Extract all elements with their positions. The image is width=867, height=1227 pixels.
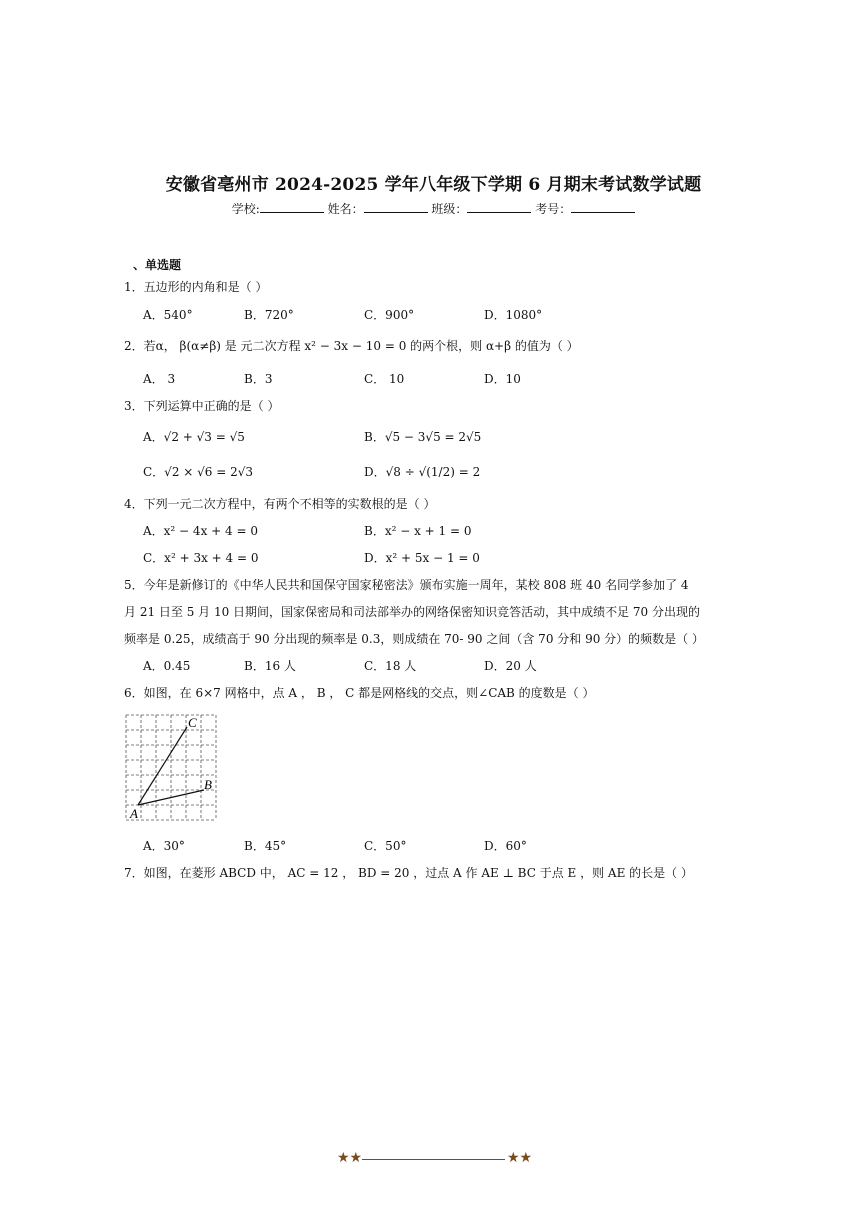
q6-option-b: B．45° — [244, 839, 287, 853]
document-title: 安徽省亳州市 2024-2025 学年八年级下学期 6 月期末考试数学试题 — [165, 175, 702, 195]
q1-option-a: A．540° — [143, 308, 193, 322]
grid-figure — [122, 710, 224, 822]
footer-stars-right: ★★ — [507, 1150, 533, 1166]
q6-option-c: C．50° — [364, 839, 407, 853]
q6-option-a: A．30° — [143, 839, 185, 853]
q4-option-a: A．x² − 4x + 4 = 0 — [143, 524, 258, 538]
name-blank[interactable] — [364, 201, 428, 213]
q2-option-b: B．3 — [244, 372, 273, 386]
q2-option-a: A． 3 — [143, 372, 176, 386]
school-blank[interactable] — [260, 201, 324, 213]
question-1-text: 1．五边形的内角和是（ ） — [124, 280, 268, 294]
section-heading: 、单选题 — [133, 258, 182, 272]
question-7-text: 7．如图，在菱形 ABCD 中， AC = 12 ， BD = 20 ，过点 A 作 AE ⊥ BC 于点 E ，则 AE 的长是（ ） — [124, 866, 693, 880]
q4-option-d: D．x² + 5x − 1 = 0 — [364, 551, 480, 565]
point-a-label: A — [130, 806, 138, 821]
point-c-label: C — [188, 715, 197, 730]
question-5-line-3: 频率是 0.25，成绩高于 90 分出现的频率是 0.3，则成绩在 70- 90 之间（含 70 分和 90 分）的频数是（ ） — [124, 632, 704, 646]
number-blank[interactable] — [571, 201, 635, 213]
student-info-line — [0, 200, 867, 217]
q4-option-b: B．x² − x + 1 = 0 — [364, 524, 472, 538]
q1-option-b: B．720° — [244, 308, 294, 322]
q4-option-c: C．x² + 3x + 4 = 0 — [143, 551, 259, 565]
question-4-text: 4．下列一元二次方程中，有两个不相等的实数根的是（ ） — [124, 497, 436, 511]
q5-option-a: A．0.45 — [143, 659, 191, 673]
q3-option-a: A．√2 + √3 = √5 — [143, 430, 245, 444]
number-label: 考号： — [535, 202, 572, 216]
question-6-text: 6．如图，在 6×7 网格中，点 A ， B ， C 都是网格线的交点，则∠CAB 的度数是（ ） — [124, 686, 595, 700]
q3-option-b: B．√5 − 3√5 = 2√5 — [364, 430, 482, 444]
class-blank[interactable] — [467, 201, 531, 213]
q5-option-d: D．20 人 — [484, 659, 537, 673]
question-2-text: 2．若α， β(α≠β) 是 元二次方程 x² − 3x − 10 = 0 的两个根，则 α+β 的值为（ ） — [124, 339, 579, 353]
question-5-line-1: 5．今年是新修订的《中华人民共和国保守国家秘密法》颁布实施一周年，某校 808 班 40 名同学参加了 4 — [124, 578, 689, 592]
q1-option-c: C．900° — [364, 308, 415, 322]
q3-option-d: D．√8 ÷ √(1/2) = 2 — [364, 465, 481, 479]
q5-option-b: B．16 人 — [244, 659, 296, 673]
q2-option-c: C． 10 — [364, 372, 405, 386]
q1-option-d: D．1080° — [484, 308, 543, 322]
q3-option-c: C．√2 × √6 = 2√3 — [143, 465, 254, 479]
footer-stars-left: ★★ — [337, 1150, 363, 1166]
class-label: 班级： — [431, 202, 468, 216]
q6-option-d: D．60° — [484, 839, 527, 853]
q5-option-c: C．18 人 — [364, 659, 417, 673]
segment-ac — [138, 727, 187, 805]
school-label: 学校: — [231, 202, 260, 216]
footer-divider — [362, 1159, 505, 1160]
point-b-label: B — [204, 777, 212, 792]
question-5-line-2: 月 21 日至 5 月 10 日期间，国家保密局和司法部举办的网络保密知识竞答活动，其中成绩不足 70 分出现的 — [124, 605, 700, 619]
question-3-text: 3．下列运算中正确的是（ ） — [124, 399, 280, 413]
q2-option-d: D．10 — [484, 372, 521, 386]
name-label: 姓名： — [327, 202, 364, 216]
